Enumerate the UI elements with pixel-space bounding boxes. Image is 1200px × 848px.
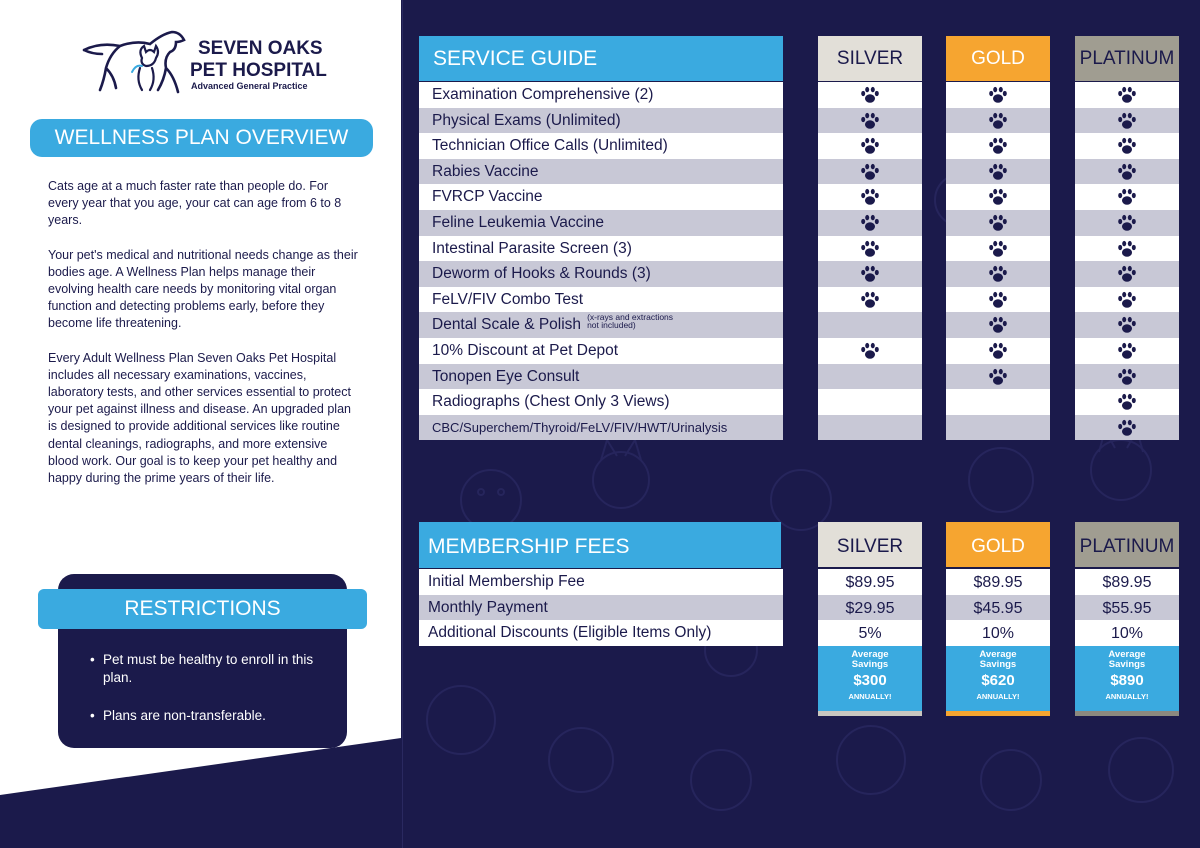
brand-name-line2: PET HOSPITAL bbox=[190, 60, 327, 81]
savings-period: ANNUALLY! bbox=[1105, 691, 1149, 701]
paw-icon bbox=[1117, 342, 1137, 360]
service-row-label: Radiographs (Chest Only 3 Views) bbox=[419, 389, 783, 415]
tier-heading-silver: SILVER bbox=[818, 36, 922, 81]
tier-cell bbox=[818, 287, 922, 313]
intro-text bbox=[48, 178, 358, 504]
paw-icon bbox=[860, 265, 880, 283]
paw-icon bbox=[1117, 214, 1137, 232]
paw-icon bbox=[860, 86, 880, 104]
savings-period: ANNUALLY! bbox=[976, 691, 1020, 701]
tier-cell bbox=[1075, 261, 1179, 287]
service-row-label: Rabies Vaccine bbox=[419, 159, 783, 185]
tier-cell bbox=[1075, 82, 1179, 108]
tier-color-bar bbox=[1075, 711, 1179, 716]
fee-heading-platinum: PLATINUM bbox=[1075, 522, 1179, 567]
paw-icon bbox=[860, 214, 880, 232]
tier-cell bbox=[1075, 415, 1179, 441]
brand-tagline: Advanced General Practice bbox=[191, 81, 308, 91]
intro-paragraph: Cats age at a much faster rate than people do. For every year that you age, your cat can age from 6 to 8 years. bbox=[48, 179, 342, 228]
fee-value: $89.95 bbox=[946, 569, 1050, 595]
paw-icon bbox=[860, 291, 880, 309]
restriction-item: • Plans are non-transferable. bbox=[90, 707, 340, 725]
savings-label: Savings bbox=[1108, 658, 1146, 670]
paw-icon bbox=[860, 240, 880, 258]
paw-icon bbox=[1117, 393, 1137, 411]
paw-icon bbox=[988, 112, 1008, 130]
paw-icon bbox=[988, 316, 1008, 334]
tier-cell bbox=[818, 82, 922, 108]
paw-icon bbox=[1117, 188, 1137, 206]
service-row-label: Technician Office Calls (Unlimited) bbox=[419, 133, 783, 159]
tier-cell bbox=[818, 236, 922, 262]
paw-icon bbox=[988, 214, 1008, 232]
service-row-label: 10% Discount at Pet Depot bbox=[419, 338, 783, 364]
paw-icon bbox=[988, 188, 1008, 206]
tier-cell bbox=[1075, 210, 1179, 236]
hospital-logo bbox=[80, 28, 340, 98]
fee-value: $89.95 bbox=[1075, 569, 1179, 595]
paw-icon bbox=[988, 368, 1008, 386]
fee-value: 5% bbox=[818, 620, 922, 646]
paw-icon bbox=[1117, 368, 1137, 386]
savings-value: $890 bbox=[1110, 671, 1144, 689]
fee-value: 10% bbox=[946, 620, 1050, 646]
paw-icon bbox=[860, 163, 880, 181]
paw-icon bbox=[1117, 112, 1137, 130]
tier-cell bbox=[1075, 133, 1179, 159]
fee-heading-silver: SILVER bbox=[818, 522, 922, 567]
tier-cell bbox=[1075, 108, 1179, 134]
paw-icon bbox=[1117, 265, 1137, 283]
tier-cell bbox=[818, 261, 922, 287]
service-row-dental bbox=[419, 312, 783, 338]
restrictions-list bbox=[90, 651, 340, 745]
fee-value: $55.95 bbox=[1075, 595, 1179, 621]
paw-icon bbox=[988, 86, 1008, 104]
paw-icon bbox=[988, 291, 1008, 309]
tier-cell bbox=[818, 184, 922, 210]
average-savings-box bbox=[946, 646, 1050, 716]
fee-row-label: Initial Membership Fee bbox=[419, 569, 783, 595]
tier-cell bbox=[1075, 338, 1179, 364]
intro-paragraph: Every Adult Wellness Plan Seven Oaks Pet Hospital includes all necessary examinations, vaccines, laboratory tests, and other services essential to protect your pet against illness and disease. An upgraded plan is designed to provide additional services like routine dental cleanings, radiographs, and more extensive blood work. Our goal is to keep your pet healthy and happy during the prime years of their life. bbox=[48, 350, 351, 486]
tier-cell bbox=[818, 338, 922, 364]
paw-icon bbox=[988, 137, 1008, 155]
paw-icon bbox=[1117, 137, 1137, 155]
tier-cell bbox=[946, 210, 1050, 236]
service-row-label: Tonopen Eye Consult bbox=[419, 364, 783, 390]
paw-icon bbox=[1117, 291, 1137, 309]
paw-icon bbox=[1117, 316, 1137, 334]
fee-column-platinum bbox=[1075, 522, 1179, 715]
fee-row-label: Additional Discounts (Eligible Items Only) bbox=[419, 620, 783, 646]
paw-icon bbox=[1117, 419, 1137, 437]
savings-value: $620 bbox=[981, 671, 1015, 689]
tier-cell bbox=[946, 389, 1050, 415]
paw-icon bbox=[988, 240, 1008, 258]
service-row-label: FVRCP Vaccine bbox=[419, 184, 783, 210]
fee-column-gold bbox=[946, 522, 1050, 715]
tier-cell bbox=[946, 133, 1050, 159]
service-row-label: CBC/Superchem/Thyroid/FeLV/FIV/HWT/Urinalysis bbox=[419, 415, 783, 441]
fee-column-silver bbox=[818, 522, 922, 715]
tier-color-bar bbox=[818, 711, 922, 716]
savings-period: ANNUALLY! bbox=[848, 691, 892, 701]
tier-cell bbox=[946, 108, 1050, 134]
tier-heading-gold: GOLD bbox=[946, 36, 1050, 81]
service-row-label: Physical Exams (Unlimited) bbox=[419, 108, 783, 134]
dog-cat-logo-icon bbox=[80, 28, 190, 98]
tier-cell bbox=[946, 312, 1050, 338]
paw-icon bbox=[860, 112, 880, 130]
paw-icon bbox=[1117, 86, 1137, 104]
fee-heading-gold: GOLD bbox=[946, 522, 1050, 567]
dental-note-line1: (x-rays and extractions bbox=[587, 312, 674, 323]
fee-value: $45.95 bbox=[946, 595, 1050, 621]
tier-cell bbox=[1075, 287, 1179, 313]
tier-cell bbox=[946, 364, 1050, 390]
intro-paragraph: Your pet's medical and nutritional needs change as their bodies age. A Wellness Plan helps manage their evolving health care needs by monitoring vital organ function and detecting problems early, before they become life threatening. bbox=[48, 247, 358, 331]
savings-label: Savings bbox=[851, 658, 889, 670]
membership-fees-heading: MEMBERSHIP FEES bbox=[419, 522, 781, 568]
tier-cell bbox=[1075, 389, 1179, 415]
restrictions-heading: RESTRICTIONS bbox=[38, 589, 367, 629]
savings-label: Average bbox=[979, 648, 1017, 660]
service-row-label: Deworm of Hooks & Rounds (3) bbox=[419, 261, 783, 287]
service-row-label: Intestinal Parasite Screen (3) bbox=[419, 236, 783, 262]
service-row-label: Feline Leukemia Vaccine bbox=[419, 210, 783, 236]
tier-cell bbox=[1075, 159, 1179, 185]
tier-cell bbox=[818, 133, 922, 159]
paw-icon bbox=[1117, 240, 1137, 258]
tier-cell bbox=[946, 261, 1050, 287]
tier-cell bbox=[1075, 184, 1179, 210]
tier-cell bbox=[946, 287, 1050, 313]
average-savings-box bbox=[1075, 646, 1179, 716]
tier-cell bbox=[946, 415, 1050, 441]
fold-line bbox=[402, 0, 403, 848]
paw-icon bbox=[860, 342, 880, 360]
savings-label: Average bbox=[1108, 648, 1146, 660]
savings-label: Savings bbox=[979, 658, 1017, 670]
savings-label: Average bbox=[851, 648, 889, 660]
service-guide-heading: SERVICE GUIDE bbox=[419, 36, 783, 81]
average-savings-box bbox=[818, 646, 922, 716]
service-row-label: Examination Comprehensive (2) bbox=[419, 82, 783, 108]
fee-value: $89.95 bbox=[818, 569, 922, 595]
tier-cell bbox=[818, 389, 922, 415]
paw-icon bbox=[860, 188, 880, 206]
tier-cell bbox=[946, 236, 1050, 262]
tier-cell bbox=[946, 338, 1050, 364]
tier-column-gold bbox=[946, 36, 1050, 440]
paw-icon bbox=[988, 342, 1008, 360]
tier-cell bbox=[818, 210, 922, 236]
paw-icon bbox=[988, 265, 1008, 283]
service-row-label: Dental Scale & Polish bbox=[432, 316, 582, 334]
savings-value: $300 bbox=[853, 671, 887, 689]
fee-value: $29.95 bbox=[818, 595, 922, 621]
tier-cell bbox=[818, 415, 922, 441]
tier-cell bbox=[1075, 364, 1179, 390]
tier-column-silver bbox=[818, 36, 922, 440]
tier-column-platinum bbox=[1075, 36, 1179, 440]
tier-cell bbox=[1075, 236, 1179, 262]
tier-cell bbox=[818, 312, 922, 338]
wellness-overview-heading: WELLNESS PLAN OVERVIEW bbox=[30, 119, 373, 157]
tier-cell bbox=[818, 364, 922, 390]
tier-cell bbox=[1075, 312, 1179, 338]
restriction-item: • Pet must be healthy to enroll in this plan. bbox=[90, 651, 340, 687]
tier-cell bbox=[818, 108, 922, 134]
fee-value: 10% bbox=[1075, 620, 1179, 646]
fee-row-label: Monthly Payment bbox=[419, 595, 783, 621]
tier-cell bbox=[818, 159, 922, 185]
left-panel bbox=[0, 0, 401, 848]
paw-icon bbox=[1117, 163, 1137, 181]
dental-note bbox=[587, 313, 673, 329]
paw-icon bbox=[988, 163, 1008, 181]
tier-cell bbox=[946, 159, 1050, 185]
tier-heading-platinum: PLATINUM bbox=[1075, 36, 1179, 81]
service-row-label: FeLV/FIV Combo Test bbox=[419, 287, 783, 313]
tier-cell bbox=[946, 184, 1050, 210]
tier-cell bbox=[946, 82, 1050, 108]
dental-note-line2: not included) bbox=[587, 320, 636, 331]
paw-icon bbox=[860, 137, 880, 155]
brand-name-line1: SEVEN OAKS bbox=[198, 38, 323, 59]
tier-color-bar bbox=[946, 711, 1050, 716]
